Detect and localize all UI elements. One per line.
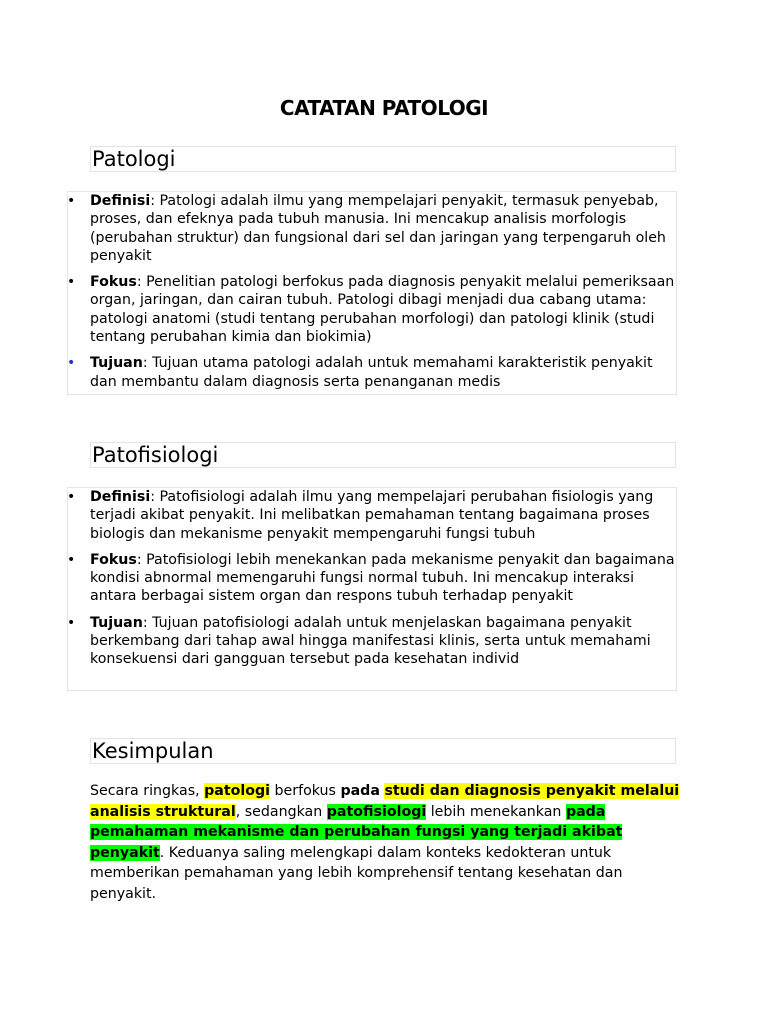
list-item <box>67 192 677 265</box>
highlight-yellow: studi dan diagnosis penyakit melalui analisis struktural <box>90 783 680 820</box>
bullet-icon: • <box>67 193 76 209</box>
item-text: : Tujuan utama patologi adalah untuk memahami karakteristik penyakit dan membantu dalam diagnosis serta penanganan medis <box>90 355 653 390</box>
bullet-icon: • <box>67 614 76 631</box>
item-text: : Patofisiologi adalah ilmu yang mempelajari perubahan fisiologis yang terjadi akibat penyakit. Ini melibatkan pemahaman tentang bagaimana proses biologis dan mekanisme penyakit mempengaruhi fungsi tubuh <box>90 489 654 542</box>
item-label: Tujuan <box>90 355 143 372</box>
item-text: : Patofisiologi lebih menekankan pada mekanisme penyakit dan bagaimana kondisi abnormal memengaruhi fungsi normal tubuh. Ini mencakup interaksi antara berbagai sistem organ dan respons tubuh terhadap penyakit <box>90 551 675 605</box>
item-label: Fokus <box>90 551 137 568</box>
patofisiologi-list <box>67 488 677 677</box>
patologi-list <box>67 192 677 399</box>
document-title: CATATAN PATOLOGI <box>279 96 489 120</box>
bullet-icon: • <box>67 551 76 568</box>
highlight-green: patofisiologi <box>326 803 427 820</box>
list-item <box>67 614 677 669</box>
item-text: : Penelitian patologi berfokus pada diagnosis penyakit melalui pemeriksaan organ, jaringan, dan cairan tubuh. Patologi dibagi menjadi dua cabang utama: patologi anatomi (studi tentang perubahan morfologi) dan patologi klinik (studi tentang perubahan kimia dan biokimia) <box>90 274 675 346</box>
list-item <box>67 488 677 543</box>
conclusion-text: . Keduanya saling melengkapi dalam konteks kedokteran untuk memberikan pemahaman yang lebih komprehensif tentang kesehatan dan penyakit. <box>90 844 623 902</box>
item-label: Definisi <box>90 489 151 505</box>
bullet-icon: • <box>67 355 76 372</box>
list-item <box>67 273 677 346</box>
highlight-yellow: patologi <box>204 783 271 799</box>
section-heading-kesimpulan: Kesimpulan <box>90 738 676 764</box>
conclusion-paragraph <box>90 781 680 905</box>
item-label: Fokus <box>90 274 137 291</box>
item-label: Tujuan <box>90 614 143 631</box>
section-heading-patologi: Patologi <box>90 146 676 172</box>
section-heading-patofisiologi: Patofisiologi <box>90 442 676 468</box>
highlight-green: pada pemahaman mekanisme dan perubahan fungsi yang terjadi akibat penyakit <box>90 803 623 861</box>
item-text: : Tujuan patofisiologi adalah untuk menjelaskan bagaimana penyakit berkembang dari tahap awal hingga manifestasi klinis, serta untuk memahami konsekuensi dari gangguan tersebut pada kesehatan individ <box>90 614 651 668</box>
conclusion-text: , sedangkan <box>235 803 327 820</box>
bold-text: pada <box>340 783 380 799</box>
bullet-icon: • <box>67 489 76 505</box>
item-label: Definisi <box>90 193 151 209</box>
conclusion-text: berfokus <box>270 783 341 799</box>
bullet-icon: • <box>67 274 76 291</box>
list-item <box>67 551 677 606</box>
conclusion-text: Secara ringkas, <box>90 783 205 799</box>
list-item <box>67 354 677 391</box>
conclusion-text: lebih menekankan <box>426 803 566 820</box>
item-text: : Patologi adalah ilmu yang mempelajari penyakit, termasuk penyebab, proses, dan efeknya pada tubuh manusia. Ini mencakup analisis morfologis (perubahan struktur) dan fungsional dari sel dan jaringan yang terpengaruh oleh penyakit <box>90 193 666 264</box>
